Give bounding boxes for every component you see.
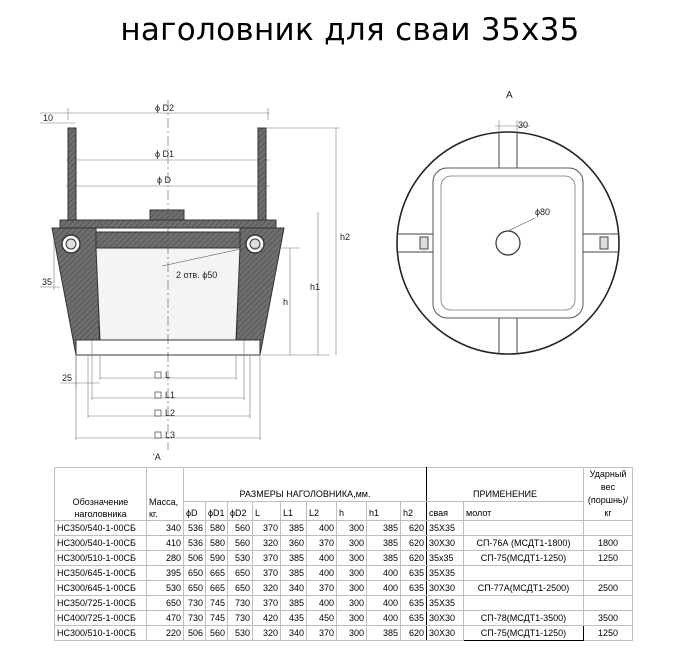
col-h2: h2 [401,502,427,521]
cell-h2: 635 [401,596,427,611]
label-view-a: А [506,90,513,101]
label-dim-10: 10 [43,113,54,123]
table-row [55,536,633,551]
cell-h1: 400 [367,611,401,626]
cell-l: 370 [253,521,281,536]
label-d: ϕ D [157,175,172,185]
cell-h: 300 [337,626,367,641]
cell-designation: НС300/540-1-00СБ [55,536,147,551]
header-dimensions: РАЗМЕРЫ НАГОЛОВНИКА,мм. [184,468,427,502]
cell-h1: 400 [367,566,401,581]
cell-l1: 385 [281,551,307,566]
label-d80: ϕ80 [535,207,551,217]
cell-hammer [464,521,584,536]
cell-weight [584,566,633,581]
specification-table [54,467,633,641]
cell-weight: 2500 [584,581,633,596]
cell-d1: 560 [206,626,228,641]
col-d2: ϕD2 [228,502,253,521]
page-title: наголовник для сваи 35х35 [120,12,580,48]
label-h1: h1 [310,282,321,292]
header-impact-weight: Ударный вес (поршнь)/ кг [584,468,633,521]
cell-weight: 1250 [584,551,633,566]
cell-l1: 340 [281,581,307,596]
cell-l2: 400 [307,551,337,566]
header-mass: Масса, кг. [147,468,184,521]
cell-mass: 280 [147,551,184,566]
cell-hammer: СП-77А(МСДТ1-2500) [464,581,584,596]
header-designation: Обозначение наголовника [55,468,147,521]
cell-h2: 635 [401,611,427,626]
cell-l1: 385 [281,566,307,581]
cell-l2: 370 [307,581,337,596]
col-pile: свая [427,502,464,521]
cell-h: 300 [337,551,367,566]
cell-h: 300 [337,596,367,611]
label-h2: h2 [340,232,351,242]
cell-d2: 650 [228,581,253,596]
cell-l1: 385 [281,596,307,611]
cell-designation: НС350/725-1-00СБ [55,596,147,611]
cell-pile: 35Х35 [427,596,464,611]
cell-designation: НС400/725-1-00СБ [55,611,147,626]
cell-d2: 530 [228,551,253,566]
cell-l2: 370 [307,626,337,641]
label-d2: ϕ D2 [155,103,175,113]
cell-hammer: СП-75(МСДТ1-1250) [464,551,584,566]
cell-pile: 35Х35 [427,566,464,581]
label-dim-25: 25 [62,373,73,383]
cell-h: 300 [337,521,367,536]
table-body [55,521,633,641]
cell-d1: 665 [206,566,228,581]
cell-h2: 620 [401,551,427,566]
cell-d1: 665 [206,581,228,596]
cell-pile: 30Х30 [427,611,464,626]
cell-l: 320 [253,581,281,596]
table-row [55,611,633,626]
cell-hammer: СП-78(МСДТ1-3500) [464,611,584,626]
cell-h1: 385 [367,521,401,536]
cell-d: 536 [184,536,206,551]
cell-d: 650 [184,566,206,581]
cell-l: 320 [253,536,281,551]
cell-mass: 395 [147,566,184,581]
cell-mass: 220 [147,626,184,641]
cell-pile: 35х35 [427,551,464,566]
cell-hammer: СП-76А (МСДТ1-1800) [464,536,584,551]
cell-h2: 620 [401,521,427,536]
cell-d1: 580 [206,536,228,551]
cell-d2: 530 [228,626,253,641]
table-row [55,596,633,611]
cell-h2: 635 [401,581,427,596]
cell-weight [584,596,633,611]
cell-weight: 1250 [584,626,633,641]
cell-h1: 385 [367,626,401,641]
cell-designation: НС350/540-1-00СБ [55,521,147,536]
cell-designation: НС300/645-1-00СБ [55,581,147,596]
cell-mass: 410 [147,536,184,551]
cell-l2: 400 [307,566,337,581]
cell-d2: 560 [228,521,253,536]
table-row [55,551,633,566]
cell-l1: 385 [281,521,307,536]
col-h: h [337,502,367,521]
cell-l: 370 [253,596,281,611]
cell-h2: 620 [401,626,427,641]
label-holes: 2 отв. ϕ50 [176,270,218,280]
cell-h1: 385 [367,536,401,551]
label-l1: L1 [165,390,176,400]
header-application: ПРИМЕНЕНИЕ [427,468,584,502]
cell-h1: 400 [367,596,401,611]
cell-d1: 745 [206,596,228,611]
cell-mass: 470 [147,611,184,626]
cell-hammer [464,566,584,581]
label-section-mark: 'A [153,452,161,462]
cell-d: 506 [184,551,206,566]
col-l: L [253,502,281,521]
cell-h1: 385 [367,551,401,566]
cell-d: 650 [184,581,206,596]
col-hammer: молот [464,502,584,521]
cell-l1: 435 [281,611,307,626]
table-row [55,521,633,536]
label-h: h [283,297,289,307]
cell-l: 370 [253,566,281,581]
cell-d: 536 [184,521,206,536]
cell-d2: 730 [228,596,253,611]
table-row [55,626,633,641]
cell-d: 730 [184,596,206,611]
cell-h: 300 [337,581,367,596]
cell-l: 320 [253,626,281,641]
cell-weight [584,521,633,536]
cell-pile: 30Х30 [427,536,464,551]
cell-hammer: СП-75(МСДТ1-1250) [464,626,584,641]
cell-d1: 580 [206,521,228,536]
cell-l2: 400 [307,521,337,536]
table-row [55,566,633,581]
label-dim-35: 35 [42,277,53,287]
cell-pile: 35Х35 [427,521,464,536]
cell-d: 730 [184,611,206,626]
cell-mass: 530 [147,581,184,596]
cell-mass: 340 [147,521,184,536]
label-l3: L3 [165,430,176,440]
col-h1: h1 [367,502,401,521]
cell-weight: 3500 [584,611,633,626]
cell-h1: 400 [367,581,401,596]
cell-mass: 650 [147,596,184,611]
cell-h2: 620 [401,536,427,551]
cell-d2: 560 [228,536,253,551]
cell-pile: 30Х30 [427,581,464,596]
table-row [55,581,633,596]
cell-l: 370 [253,551,281,566]
plan-view [397,120,619,354]
cell-h: 300 [337,566,367,581]
cell-l: 420 [253,611,281,626]
cell-weight: 1800 [584,536,633,551]
cell-l1: 340 [281,626,307,641]
cell-h: 300 [337,536,367,551]
cell-h: 300 [337,611,367,626]
cell-d2: 650 [228,566,253,581]
cell-l2: 400 [307,596,337,611]
cell-l2: 370 [307,536,337,551]
cell-d1: 745 [206,611,228,626]
cell-d1: 590 [206,551,228,566]
cell-pile: 30Х30 [427,626,464,641]
cell-d: 506 [184,626,206,641]
cell-designation: НС350/645-1-00СБ [55,566,147,581]
label-l: L [165,370,171,380]
cell-designation: НС300/510-1-00СБ [55,551,147,566]
col-l2: L2 [307,502,337,521]
label-d1: ϕ D1 [155,149,175,159]
label-dim-30: 30 [518,120,529,130]
cell-hammer [464,596,584,611]
col-l1: L1 [281,502,307,521]
col-d1: ϕD1 [206,502,228,521]
table-header-row-1 [55,468,633,502]
col-d: ϕD [184,502,206,521]
cell-designation: НС300/510-1-00СБ [55,626,147,641]
cell-l2: 450 [307,611,337,626]
cell-d2: 730 [228,611,253,626]
cell-h2: 635 [401,566,427,581]
cell-l1: 360 [281,536,307,551]
label-l2: L2 [165,408,176,418]
